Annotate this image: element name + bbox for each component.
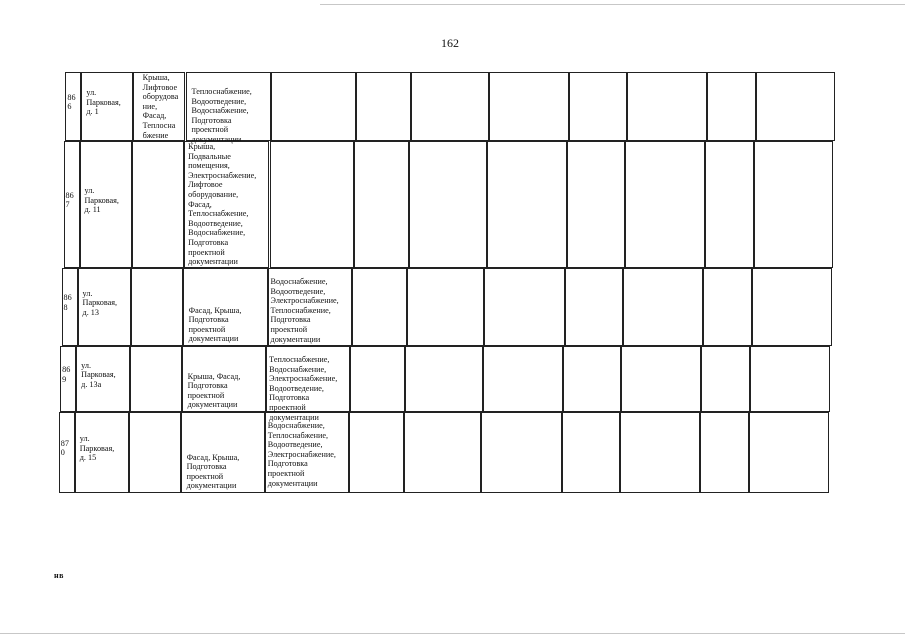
table-cell — [754, 141, 833, 268]
table-cell — [484, 268, 565, 346]
table-cell — [483, 346, 564, 412]
table-cell — [750, 346, 830, 412]
row-works-a: Крыша, Лифтовое оборудова ние, Фасад, Теплосна бжение — [142, 73, 179, 140]
table-cell — [356, 72, 411, 141]
table-cell — [621, 346, 701, 412]
table-cell — [569, 72, 627, 141]
row-address: ул. Парковая, д. 13 — [82, 288, 118, 317]
table-cell — [354, 141, 409, 268]
table-cell — [349, 412, 404, 493]
row-works-b: Фасад, Крыша, Подготовка проектной документации — [188, 305, 242, 344]
table-cell — [409, 141, 487, 268]
table-cell — [752, 268, 832, 346]
row-address: ул. Парковая, д. 11 — [84, 186, 119, 215]
table-cell — [565, 268, 623, 346]
row-address: ул. Парковая, д. 1 — [86, 88, 121, 117]
table-cell — [481, 412, 562, 493]
table-cell — [620, 412, 700, 493]
row-number: 86 9 — [62, 365, 71, 384]
table-cell — [407, 268, 484, 346]
row-number: 86 8 — [63, 293, 72, 312]
table-cell — [703, 268, 752, 346]
table-cell — [270, 141, 355, 268]
table-cell — [129, 412, 180, 493]
table-cell — [701, 346, 750, 412]
table-cell — [489, 72, 569, 141]
table-cell — [707, 72, 756, 141]
row-works-b: Крыша, Подвальные помещения, Электроснабжение, Лифтовое оборудование, Фасад, Теплоснабжение, Водоотведение, Водоснабжение, Подготовка проектной документации — [188, 142, 257, 267]
row-works-c: Водоснабжение, Теплоснабжение, Водоотведение, Электроснабжение, Подготовка проектной документации — [267, 421, 336, 488]
row-works-b: Крыша, Фасад, Подготовка проектной документации — [187, 371, 241, 410]
row-works-c: Водоснабжение, Водоотведение, Электроснабжение, Теплоснабжение, Подготовка проектной документации — [270, 277, 339, 344]
table-cell — [756, 72, 835, 141]
table-cell — [627, 72, 707, 141]
table-cell — [567, 141, 625, 268]
table-cell — [404, 412, 481, 493]
table-cell — [705, 141, 754, 268]
footer-mark: нв — [54, 571, 64, 580]
table-cell — [411, 72, 489, 141]
row-works-c: Теплоснабжение, Водоснабжение, Электроснабжение, Водоотведение, Подготовка проектной документации — [269, 355, 338, 422]
table-cell — [130, 346, 182, 412]
table-cell — [132, 141, 184, 268]
table-cell — [405, 346, 482, 412]
row-works-b: Фасад, Крыша, Подготовка проектной документации — [186, 452, 240, 491]
table-cell — [350, 346, 405, 412]
row-address: ул. Парковая, д. 13а — [81, 360, 116, 389]
table-cell — [131, 268, 183, 346]
row-number: 87 0 — [60, 438, 69, 458]
table-cell — [352, 268, 407, 346]
row-number: 86 6 — [67, 92, 76, 112]
table-cell — [749, 412, 829, 493]
table-cell — [623, 268, 703, 346]
table-cell — [625, 141, 705, 268]
table-cell — [487, 141, 567, 268]
table-cell — [271, 72, 356, 141]
table-cell — [700, 412, 749, 493]
table-cell — [562, 412, 620, 493]
row-address: ул. Парковая, д. 15 — [79, 434, 115, 463]
row-works-b: Теплоснабжение, Водоотведение, Водоснабжение, Подготовка проектной документации — [191, 87, 252, 144]
table-cell — [563, 346, 621, 412]
row-number: 86 7 — [65, 190, 74, 210]
page-number: 162 — [441, 36, 459, 50]
